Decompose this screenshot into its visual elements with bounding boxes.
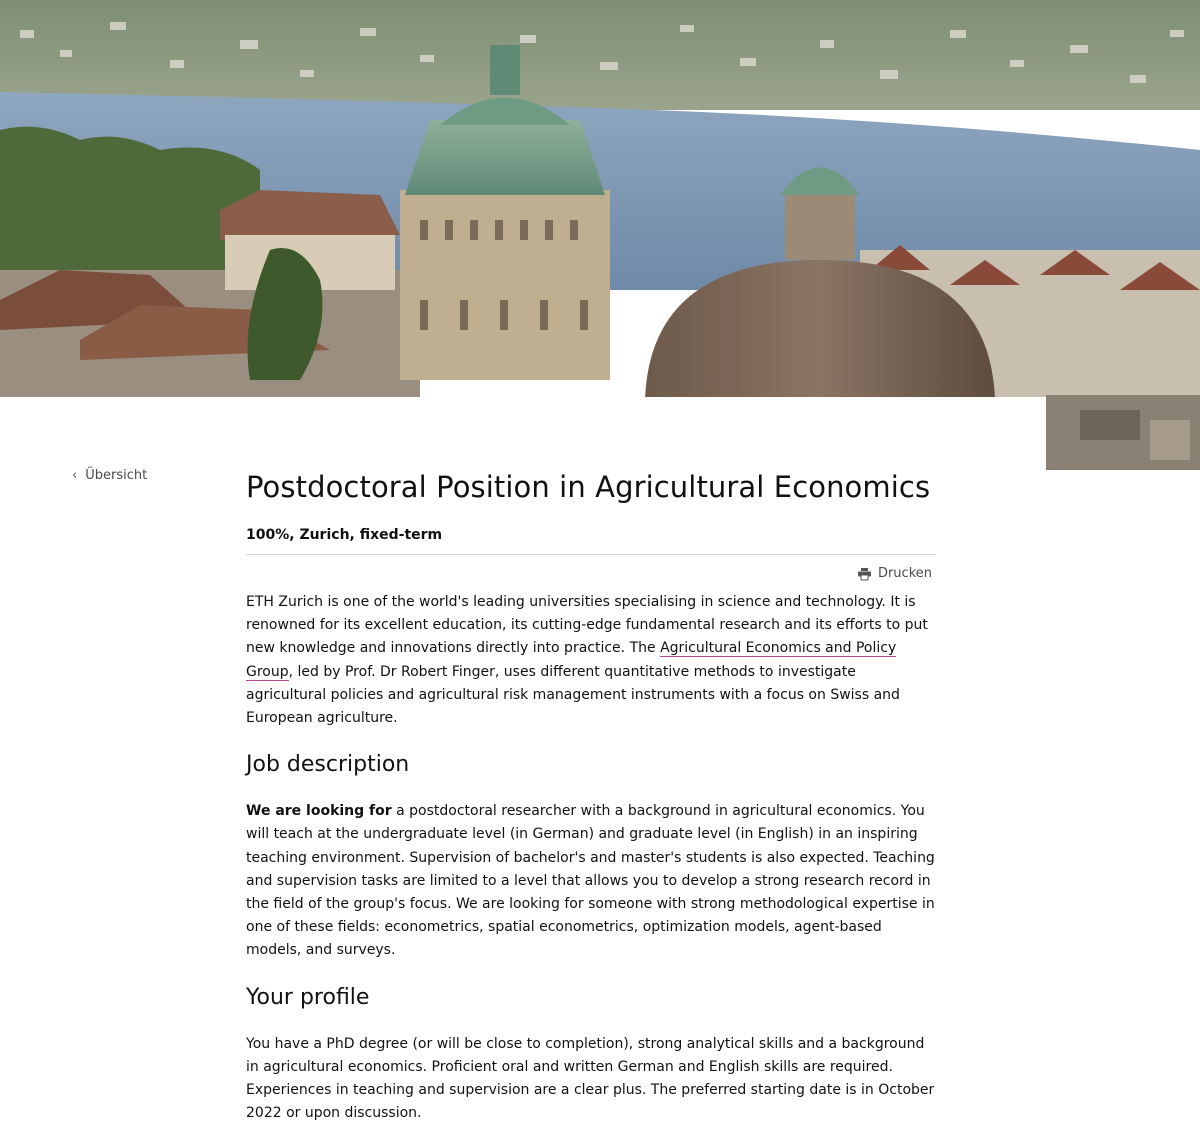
print-label: Drucken bbox=[877, 566, 932, 581]
job-description-lead: We are looking for bbox=[246, 803, 392, 820]
back-link-label: Übersicht bbox=[85, 468, 148, 483]
printer-icon bbox=[858, 568, 871, 580]
job-meta: 100%, Zurich, fixed-term bbox=[246, 527, 443, 543]
job-posting bbox=[246, 468, 936, 1125]
chevron-left-icon: ‹ bbox=[72, 468, 78, 483]
print-button[interactable] bbox=[858, 566, 932, 581]
divider bbox=[246, 554, 936, 555]
hero-image bbox=[0, 0, 1200, 470]
job-description-heading: Job description bbox=[246, 752, 410, 778]
profile-heading: Your profile bbox=[246, 984, 370, 1010]
back-to-overview-link[interactable] bbox=[72, 468, 147, 483]
print-row bbox=[246, 566, 936, 581]
hero-mask bbox=[0, 397, 1046, 470]
job-description-paragraph bbox=[246, 800, 936, 962]
agricultural-economics-group-link[interactable]: Agricultural Economics and Policy Group bbox=[246, 640, 897, 680]
intro-paragraph bbox=[246, 591, 936, 730]
profile-paragraph: You have a PhD degree (or will be close to completion), strong analytical skills and a background in agricultural economics. Proficient oral and written German and English skills are required. Experiences in teaching and supervision are a clear plus. The preferred starting date is in October 2022 or upon discussion. bbox=[246, 1035, 935, 1122]
intro-text-before: ETH Zurich is one of the world's leading universities specialising in science and technology. It is renowned for its excellent education, its cutting-edge fundamental research and its efforts to put new knowledge and innovations directly into practice. The bbox=[246, 594, 928, 657]
page-title: Postdoctoral Position in Agricultural Economics bbox=[246, 470, 931, 504]
intro-text-after: , led by Prof. Dr Robert Finger, uses different quantitative methods to investigate agricultural policies and agricultural risk management instruments with a focus on Swiss and European agriculture. bbox=[246, 663, 900, 727]
job-description-text: a postdoctoral researcher with a background in agricultural economics. You will teach at the undergraduate level (in German) and graduate level (in English) in an inspiring teaching environment. Supervision of bachelor's and master's students is also expected. Teaching and supervision tasks are limited to a level that allows you to develop a strong research record in the field of the group's focus. We are looking for someone with strong methodological expertise in one of these fields: econometrics, spatial econometrics, optimization models, agent-based models, and surveys. bbox=[246, 803, 935, 959]
